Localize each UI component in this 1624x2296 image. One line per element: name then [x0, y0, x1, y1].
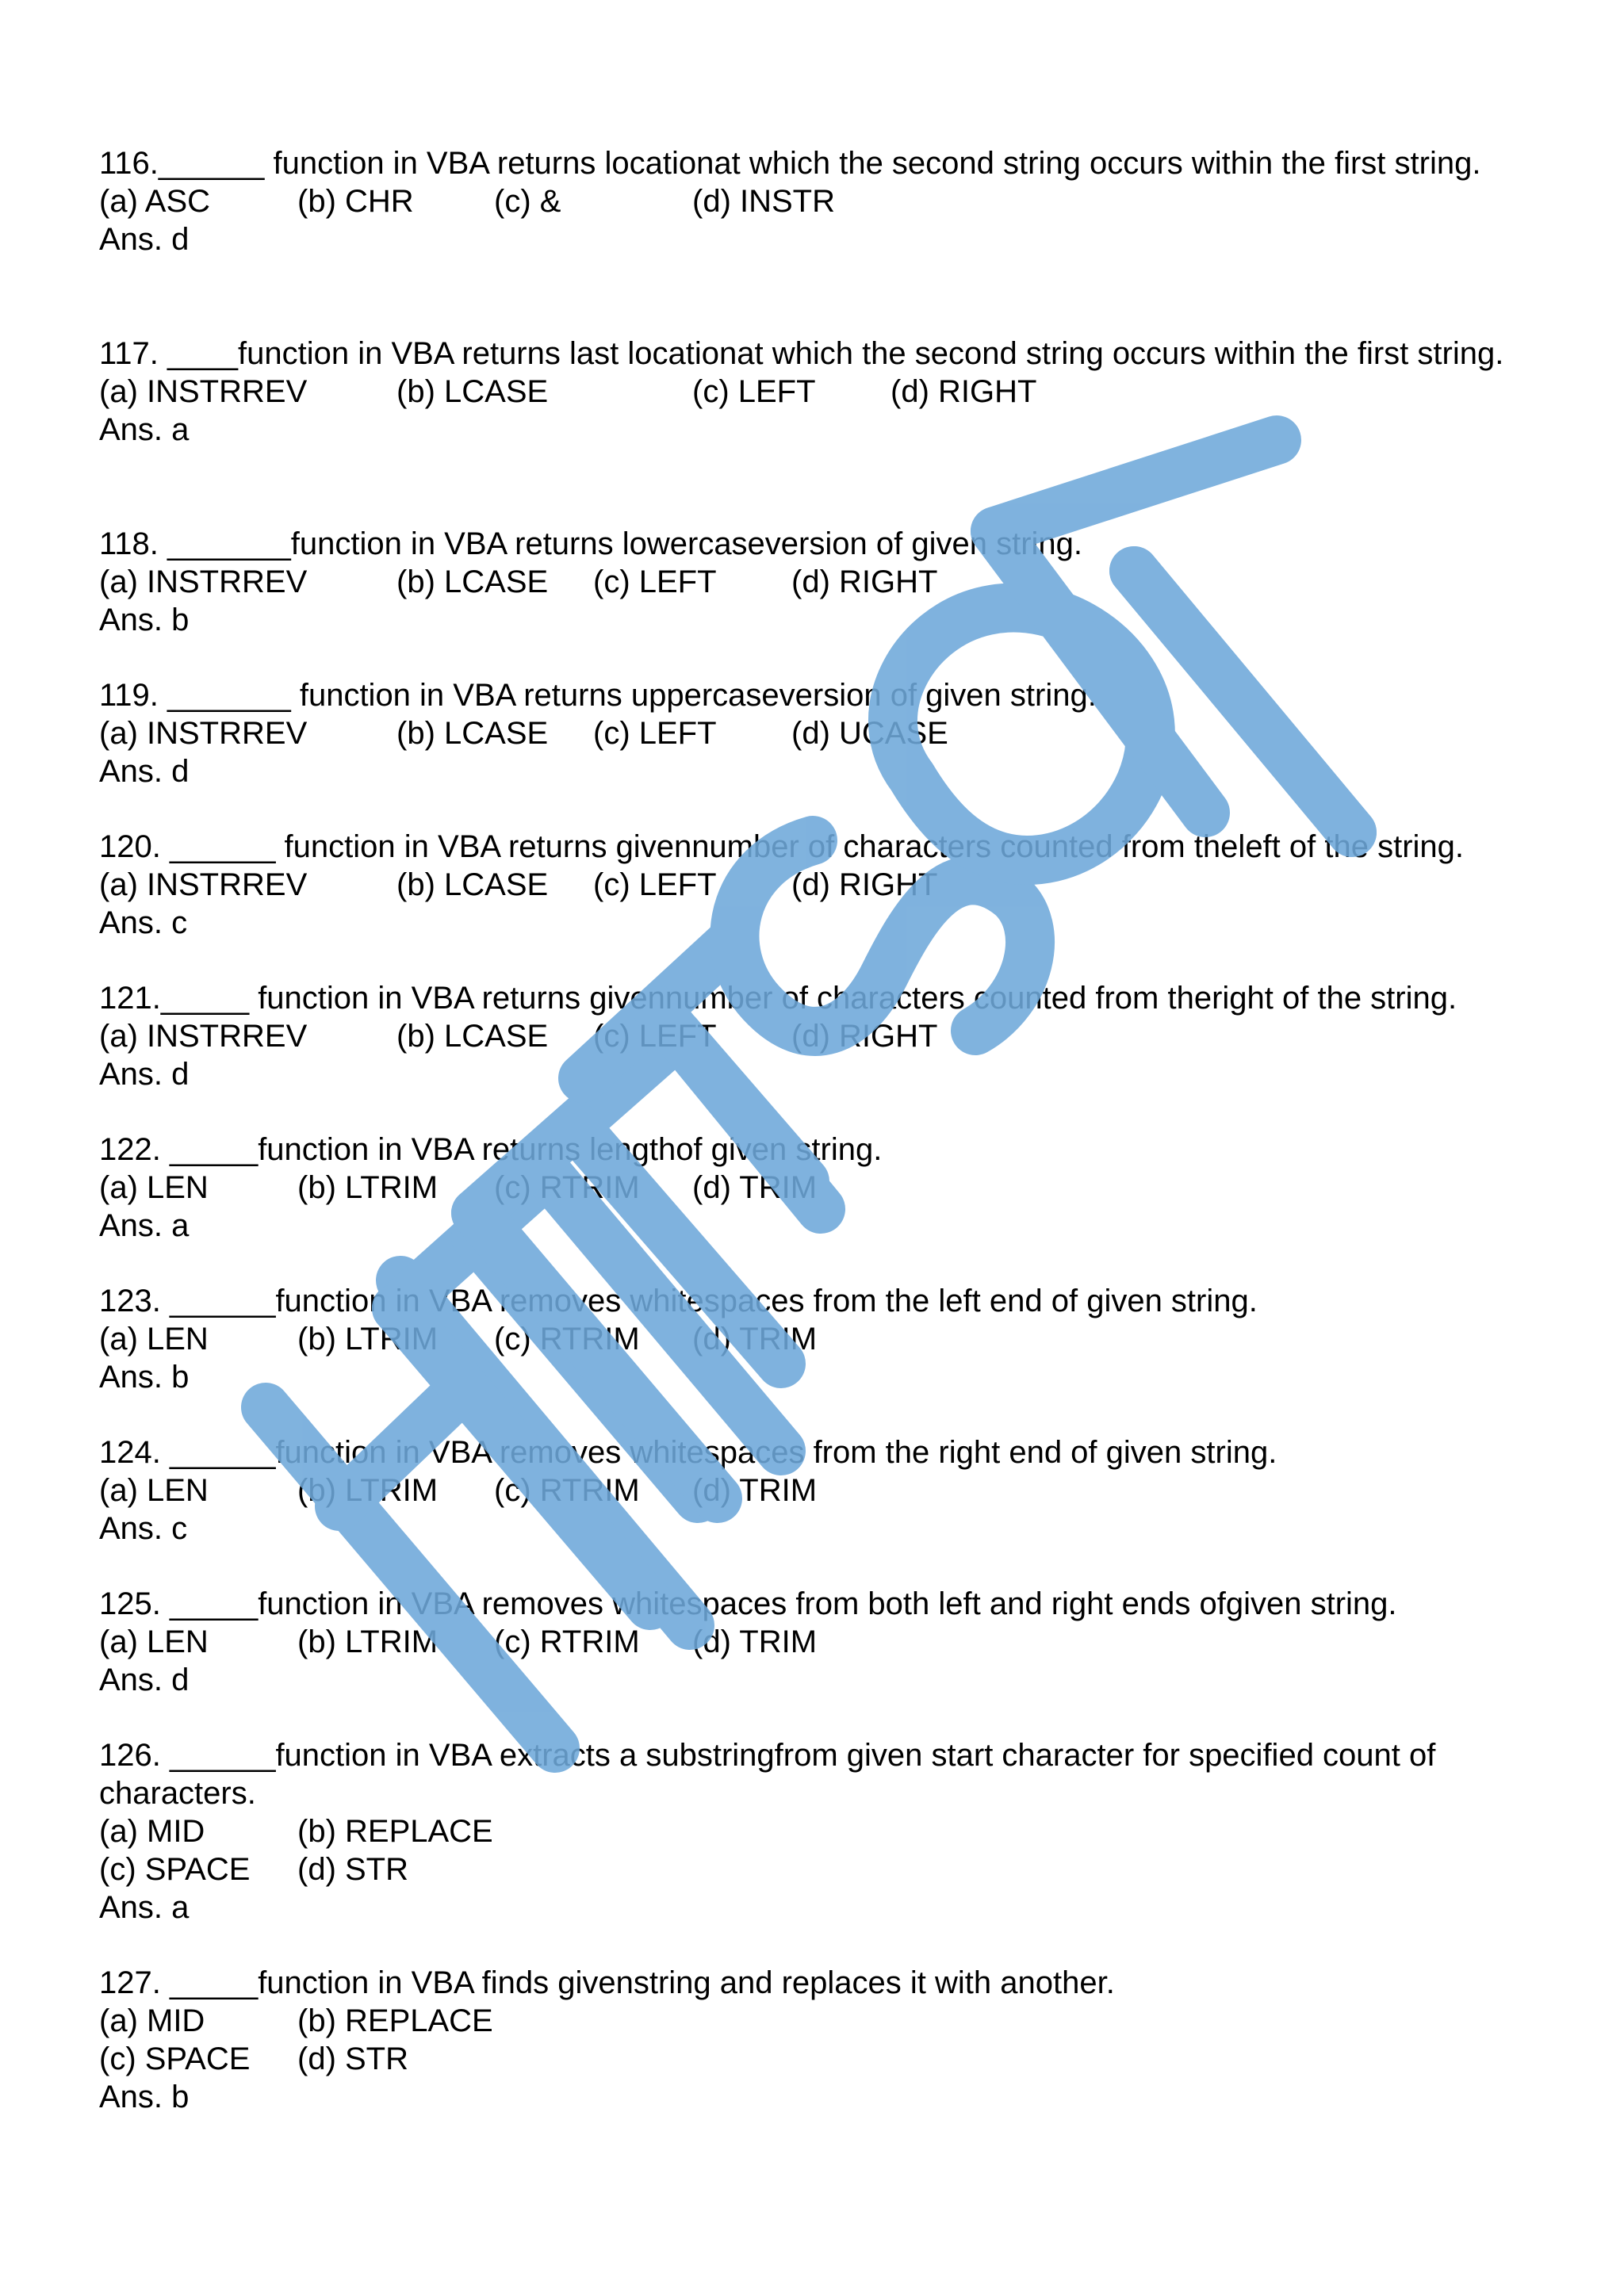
question-text: 120. ______ function in VBA returns givennumber of characters counted from theleft of the string.: [99, 829, 1465, 864]
answer: Ans. d: [99, 222, 190, 257]
options-row: [99, 182, 1542, 220]
options-row: [99, 1850, 1542, 1888]
answer: Ans. c: [99, 905, 188, 940]
answer: Ans. d: [99, 754, 190, 789]
question-126: [99, 1736, 1542, 1927]
option-c: (c) RTRIM: [494, 1322, 640, 1357]
question-116: [99, 144, 1542, 258]
question-text: 125. _____function in VBA removes whitespaces from both left and right ends ofgiven string.: [99, 1586, 1397, 1621]
option-b: (b) LCASE: [396, 374, 549, 409]
option-d: (d) TRIM: [692, 1624, 818, 1659]
question-120: [99, 828, 1542, 942]
option-a: (a) INSTRREV: [99, 867, 308, 902]
wm-n-diag: [995, 440, 1277, 531]
option-c: (c) &: [494, 184, 561, 219]
option-b: (b) LCASE: [396, 867, 549, 902]
option-a: (a) ASC: [99, 184, 211, 219]
answer: Ans. a: [99, 412, 190, 447]
answer: Ans. b: [99, 603, 190, 637]
question-122: [99, 1131, 1542, 1245]
question-text: 127. _____function in VBA finds givenstring and replaces it with another.: [99, 1965, 1115, 2000]
option-c: (c) LEFT: [593, 1019, 717, 1054]
option-a: (a) LEN: [99, 1624, 209, 1659]
answer: Ans. b: [99, 2080, 190, 2114]
question-text: 119. _______ function in VBA returns uppercaseversion of given string.: [99, 678, 1097, 713]
question-118: [99, 525, 1542, 639]
options-row: [99, 563, 1542, 601]
options-row: [99, 1623, 1542, 1661]
options-row: [99, 1169, 1542, 1207]
question-117: [99, 335, 1542, 449]
option-a: (a) INSTRREV: [99, 564, 308, 599]
question-text: 122. _____function in VBA returns lengthof given string.: [99, 1132, 883, 1167]
option-d: (d) TRIM: [692, 1170, 818, 1205]
option-c: (c) SPACE: [99, 2042, 251, 2076]
option-c: (c) LEFT: [692, 374, 816, 409]
options-row: [99, 373, 1542, 411]
option-c: (c) SPACE: [99, 1852, 251, 1887]
option-a: (a) LEN: [99, 1473, 209, 1508]
option-c: (c) RTRIM: [494, 1624, 640, 1659]
option-d: (d) RIGHT: [891, 374, 1037, 409]
answer: Ans. b: [99, 1360, 190, 1395]
option-d: (d) STR: [297, 2042, 408, 2076]
option-c: (c) RTRIM: [494, 1473, 640, 1508]
option-a: (a) MID: [99, 2003, 205, 2038]
answer: Ans. a: [99, 1890, 190, 1925]
answer: Ans. c: [99, 1511, 188, 1546]
option-d: (d) TRIM: [692, 1322, 818, 1357]
option-a: (a) LEN: [99, 1170, 209, 1205]
option-b: (b) LCASE: [396, 1019, 549, 1054]
option-b: (b) LTRIM: [297, 1322, 439, 1357]
option-b: (b) REPLACE: [297, 2003, 493, 2038]
options-row: [99, 866, 1542, 904]
question-124: [99, 1433, 1542, 1548]
option-b: (b) CHR: [297, 184, 414, 219]
options-row: [99, 1812, 1542, 1850]
option-a: (a) MID: [99, 1814, 205, 1849]
option-c: (c) RTRIM: [494, 1170, 640, 1205]
options-row: [99, 2040, 1542, 2078]
question-text: 123. ______function in VBA removes whitespaces from the left end of given string.: [99, 1284, 1258, 1318]
options-row: [99, 2002, 1542, 2040]
option-d: (d) RIGHT: [791, 564, 938, 599]
question-123: [99, 1282, 1542, 1396]
option-b: (b) LCASE: [396, 716, 549, 751]
option-b: (b) LCASE: [396, 564, 549, 599]
question-125: [99, 1585, 1542, 1699]
question-text: 126. ______function in VBA extracts a substringfrom given start character for specified count of characters.: [99, 1738, 1436, 1811]
option-d: (d) UCASE: [791, 716, 948, 751]
question-text: 117. ____function in VBA returns last locationat which the second string occurs within the first string.: [99, 336, 1504, 371]
options-row: [99, 1320, 1542, 1358]
answer: Ans. d: [99, 1057, 190, 1092]
option-a: (a) LEN: [99, 1322, 209, 1357]
option-d: (d) RIGHT: [791, 867, 938, 902]
option-d: (d) STR: [297, 1852, 408, 1887]
option-a: (a) INSTRREV: [99, 716, 308, 751]
option-b: (b) LTRIM: [297, 1624, 439, 1659]
option-c: (c) LEFT: [593, 564, 717, 599]
answer: Ans. a: [99, 1208, 190, 1243]
option-c: (c) LEFT: [593, 716, 717, 751]
option-d: (d) TRIM: [692, 1473, 818, 1508]
option-d: (d) RIGHT: [791, 1019, 938, 1054]
options-row: [99, 1471, 1542, 1510]
question-text: 121._____ function in VBA returns givennumber of characters counted from theright of the string.: [99, 981, 1457, 1016]
option-b: (b) REPLACE: [297, 1814, 493, 1849]
option-a: (a) INSTRREV: [99, 1019, 308, 1054]
option-d: (d) INSTR: [692, 184, 835, 219]
option-a: (a) INSTRREV: [99, 374, 308, 409]
option-b: (b) LTRIM: [297, 1170, 439, 1205]
options-row: [99, 1017, 1542, 1055]
option-c: (c) LEFT: [593, 867, 717, 902]
option-b: (b) LTRIM: [297, 1473, 439, 1508]
question-text: 118. _______function in VBA returns lowercaseversion of given string.: [99, 526, 1082, 561]
question-text: 116.______ function in VBA returns locationat which the second string occurs within the first string.: [99, 146, 1481, 181]
question-119: [99, 676, 1542, 790]
question-text: 124. ______function in VBA removes whitespaces from the right end of given string.: [99, 1435, 1277, 1470]
question-121: [99, 979, 1542, 1093]
question-127: [99, 1964, 1542, 2116]
answer: Ans. d: [99, 1663, 190, 1697]
options-row: [99, 714, 1542, 752]
